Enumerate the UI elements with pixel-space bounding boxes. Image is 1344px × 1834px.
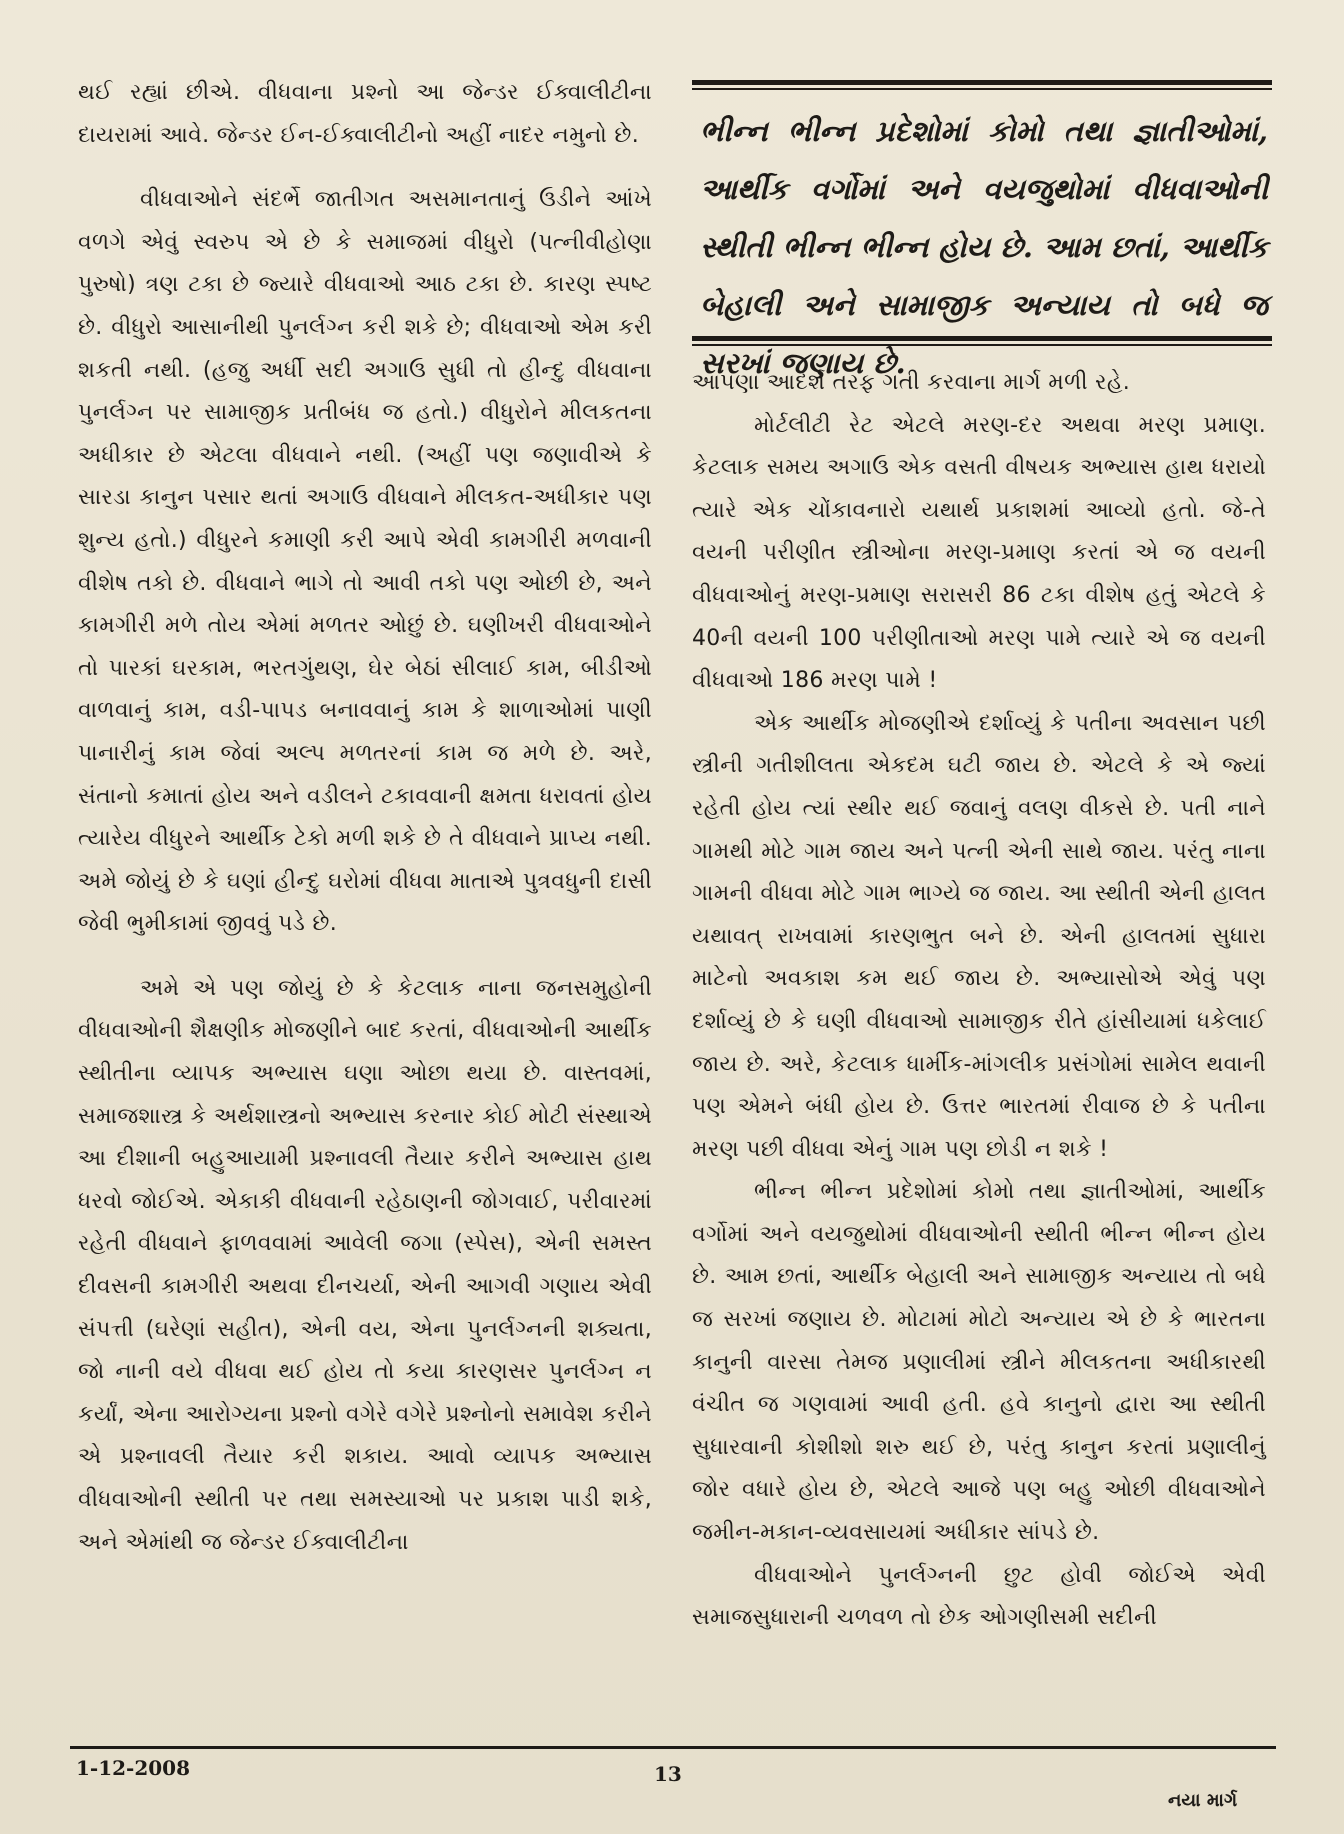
left-column <box>78 72 652 1564</box>
pull-quote-bottom-rule-thin <box>692 344 1272 346</box>
pull-quote-top-rule <box>692 80 1272 85</box>
publication-name: નયા માર્ગ <box>1168 1790 1238 1811</box>
paragraph: આપણા આદર્શ તરફ ગતી કરવાના માર્ગ મળી રહે. <box>692 370 1131 395</box>
footer-date: 1-12-2008 <box>76 1756 191 1780</box>
pull-quote-top-rule-thin <box>692 88 1272 90</box>
right-column <box>692 362 1266 1640</box>
paragraph: વીધવાઓને સંદર્ભે જાતીગત અસમાનતાનું ઉડીને આંખે વળગે એવું સ્વરુપ એ છે કે સમાજમાં વીધુરો (પત્નીવીહોણા પુરુષો) ત્રણ ટકા છે જ્યારે વીધવાઓ આઠ ટકા છે. કારણ સ્પષ્ટ છે. વીધુરો આસાનીથી પુનર્લગ્ન કરી શકે છે; વીધવાઓ એમ કરી શકતી નથી. (હજુ અર્ધી સદી અગાઉ સુધી તો હીન્દુ વીધવાના પુનર્લગ્ન પર સામાજીક પ્રતીબંધ જ હતો.) વીધુરોને મીલકતના અધીકાર છે એટલા વીધવાને નથી. (અહીં પણ જણાવીએ કે સારડા કાનુન પસાર થતાં અગાઉ વીધવાને મીલકત-અધીકાર પણ શુન્ય હતો.) વીધુરને કમાણી કરી આપે એવી કામગીરી મળવાની વીશેષ તકો છે. વીધવાને ભાગે તો આવી તકો પણ ઓછી છે, અને કામગીરી મળે તોય એમાં મળતર ઓછું છે. ઘણીખરી વીધવાઓને તો પારકાં ઘરકામ, ભરતગુંથણ, ઘેર બેઠાં સીલાઈ કામ, બીડીઓ વાળવાનું કામ, વડી-પાપડ બનાવવાનું કામ કે શાળાઓમાં પાણી પાનારીનું કામ જેવાં અલ્પ મળતરનાં કામ જ મળે છે. અરે, સંતાનો કમાતાં હોય અને વડીલને ટકાવવાની ક્ષમતા ધરાવતાં હોય ત્યારેય વીધુરને આર્થીક ટેકો મળી શકે છે તે વીધવાને પ્રાપ્ય નથી. અમે જોયું છે કે ઘણાં હીન્દુ ઘરોમાં વીધવા માતાએ પુત્રવધુની દાસી જેવી ભુમીકામાં જીવવું પડે છે. <box>78 187 652 937</box>
page-number: 13 <box>654 1762 682 1786</box>
paragraph: એક આર્થીક મોજણીએ દર્શાવ્યું કે પતીના અવસાન પછી સ્ત્રીની ગતીશીલતા એકદમ ઘટી જાય છે. એટલે કે એ જ્યાં રહેતી હોય ત્યાં સ્થીર થઈ જવાનું વલણ વીકસે છે. પતી નાને ગામથી મોટે ગામ જાય અને પત્ની એની સાથે જાય. પરંતુ નાના ગામની વીધવા મોટે ગામ ભાગ્યે જ જાય. આ સ્થીતી એની હાલત યથાવત્ રાખવામાં કારણભુત બને છે. એની હાલતમાં સુધારા માટેનો અવકાશ કમ થઈ જાય છે. અભ્યાસોએ એવું પણ દર્શાવ્યું છે કે ઘણી વીધવાઓ સામાજીક રીતે હાંસીયામાં ધકેલાઈ જાય છે. અરે, કેટલાક ધાર્મીક-માંગલીક પ્રસંગોમાં સામેલ થવાની પણ એમને બંધી હોય છે. ઉત્તર ભારતમાં રીવાજ છે કે પતીના મરણ પછી વીધવા એનું ગામ પણ છોડી ન શકે ! <box>692 710 1266 1162</box>
paragraph: અમે એ પણ જોયું છે કે કેટલાક નાના જનસમુહોની વીધવાઓની શૈક્ષણીક મોજણીને બાદ કરતાં, વીધવાઓની આર્થીક સ્થીતીના વ્યાપક અભ્યાસ ઘણા ઓછા થયા છે. વાસ્તવમાં, સમાજશાસ્ત્ર કે અર્થશાસ્ત્રનો અભ્યાસ કરનાર કોઈ મોટી સંસ્થાએ આ દીશાની બહુઆયામી પ્રશ્નાવલી તૈયાર કરીને અભ્યાસ હાથ ધરવો જોઈએ. એકાકી વીધવાની રહેઠાણની જોગવાઈ, પરીવારમાં રહેતી વીધવાને ફાળવવામાં આવેલી જગા (સ્પેસ), એની સમસ્ત દીવસની કામગીરી અથવા દીનચર્યા, એની આગવી ગણાય એવી સંપત્તી (ઘરેણાં સહીત), એની વય, એના પુનર્લગ્નની શક્યતા, જો નાની વયે વીધવા થઈ હોય તો કયા કારણસર પુનર્લગ્ન ન કર્યાં, એના આરોગ્યના પ્રશ્નો વગેરે વગેરે પ્રશ્નોનો સમાવેશ કરીને એ પ્રશ્નાવલી તૈયાર કરી શકાય. આવો વ્યાપક અભ્યાસ વીધવાઓની સ્થીતી પર તથા સમસ્યાઓ પર પ્રકાશ પાડી શકે, અને એમાંથી જ જેન્ડર ઈક્વાલીટીના <box>78 975 652 1555</box>
pull-quote-bottom-rule <box>692 336 1272 341</box>
paragraph: થઈ રહ્યાં છીએ. વીધવાના પ્રશ્નો આ જેન્ડર ઈક્વાલીટીના દાયરામાં આવે. જેન્ડર ઈન-ઈક્વાલીટીનો અહીં નાદર નમુનો છે. <box>78 80 652 148</box>
footer-rule <box>70 1746 1276 1749</box>
pull-quote: ભીન્ન ભીન્ન પ્રદેશોમાં કોમો તથા જ્ઞાતીઓમાં, આર્થીક વર્ગોમાં અને વયજુથોમાં વીધવાઓની સ્થીતી ભીન્ન ભીન્ન હોય છે. આમ છતાં, આર્થીક બેહાલી અને સામાજીક અન્યાય તો બધે જ સરખાં જણાય છે. <box>700 114 1268 380</box>
paragraph: મોર્ટલીટી રેટ એટલે મરણ-દર અથવા મરણ પ્રમાણ. કેટલાક સમય અગાઉ એક વસતી વીષયક અભ્યાસ હાથ ધરાયો ત્યારે એક ચોંકાવનારો યથાર્થ પ્રકાશમાં આવ્યો હતો. જે-તે વયની પરીણીત સ્ત્રીઓના મરણ-પ્રમાણ કરતાં એ જ વયની વીધવાઓનું મરણ-પ્રમાણ સરાસરી 86 ટકા વીશેષ હતું એટલે કે 40ની વયની 100 પરીણીતાઓ મરણ પામે ત્યારે એ જ વયની વીધવાઓ 186 મરણ પામે ! <box>692 412 1266 694</box>
paragraph: ભીન્ન ભીન્ન પ્રદેશોમાં કોમો તથા જ્ઞાતીઓમાં, આર્થીક વર્ગોમાં અને વયજુથોમાં વીધવાઓની સ્થીતી ભીન્ન ભીન્ન હોય છે. આમ છતાં, આર્થીક બેહાલી અને સામાજીક અન્યાય તો બધે જ સરખાં જણાય છે. મોટામાં મોટો અન્યાય એ છે કે ભારતના કાનુની વારસા તેમજ પ્રણાલીમાં સ્ત્રીને મીલકતના અધીકારથી વંચીત જ ગણવામાં આવી હતી. હવે કાનુનો દ્વારા આ સ્થીતી સુધારવાની કોશીશો શરુ થઈ છે, પરંતુ કાનુન કરતાં પ્રણાલીનું જોર વધારે હોય છે, એટલે આજે પણ બહુ ઓછી વીધવાઓને જમીન-મકાન-વ્યવસાયમાં અધીકાર સાંપડે છે. <box>692 1179 1266 1546</box>
paragraph: વીધવાઓને પુનર્લગ્નની છુટ હોવી જોઈએ એવી સમાજસુધારાની ચળવળ તો છેક ઓગણીસમી સદીની <box>692 1562 1266 1631</box>
